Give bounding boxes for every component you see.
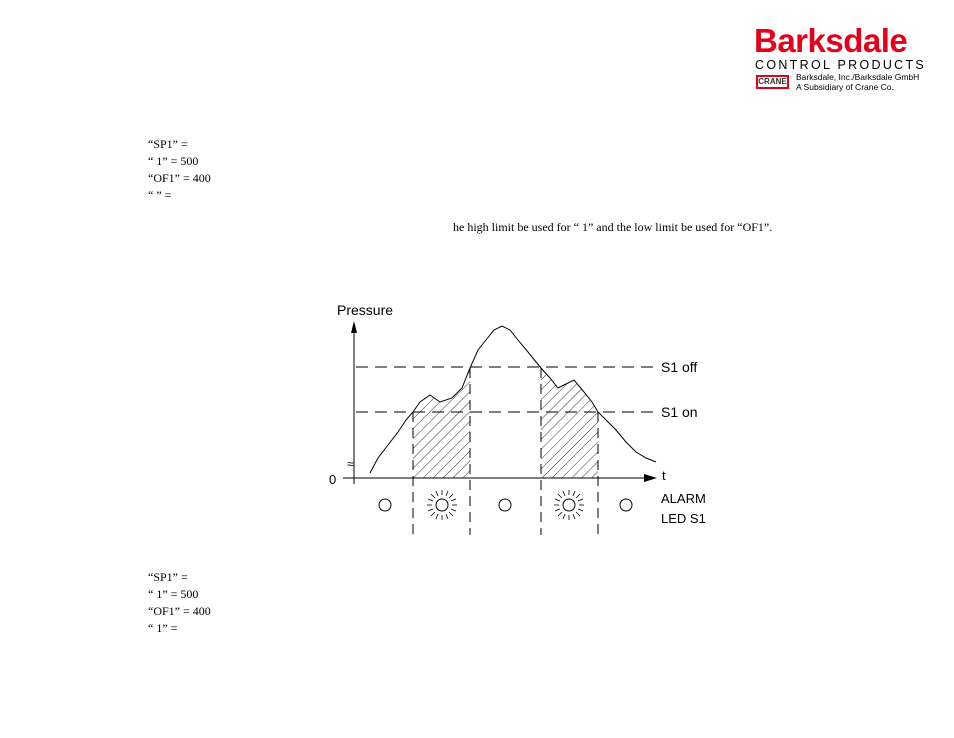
logo-subtitle: CONTROL PRODUCTS — [755, 58, 927, 72]
parameter-line: “OF1” = 400 — [148, 604, 211, 618]
parameter-line: “ 1” = 500 — [148, 587, 199, 601]
y-axis-label: Pressure — [337, 302, 394, 318]
origin-label: 0 — [329, 472, 337, 487]
limit-note: he high limit be used for “ 1” and the low limit be used for “OF1”. — [453, 220, 773, 234]
logo-subsidiary-line: A Subsidiary of Crane Co. — [796, 82, 894, 92]
t-axis-label: t — [662, 468, 666, 483]
led-label: LED S1 — [661, 511, 706, 526]
hatched-region-1 — [413, 368, 470, 478]
alarm-label: ALARM — [661, 491, 706, 506]
led-rays-icon — [427, 490, 457, 520]
parameter-line: “SP1” = — [148, 570, 188, 584]
break-mark: ≈ — [347, 457, 354, 471]
parameter-line: “ ” = — [148, 188, 172, 202]
parameter-line: “ 1” = 500 — [148, 154, 199, 168]
crane-logo: CRANE — [756, 75, 789, 89]
led-on-icon — [563, 499, 575, 511]
logo-company-line: Barksdale, Inc./Barksdale GmbH — [796, 72, 920, 82]
s1-on-label: S1 on — [661, 404, 698, 420]
logo-name: Barksdale — [754, 22, 908, 59]
y-axis-arrow — [351, 321, 357, 333]
led-off-icon — [499, 499, 511, 511]
led-rays-icon — [554, 490, 584, 520]
s1-off-label: S1 off — [661, 359, 698, 375]
parameter-line: “SP1” = — [148, 137, 188, 151]
led-off-icon — [620, 499, 632, 511]
parameter-line: “ 1” = — [148, 621, 178, 635]
x-axis-arrow — [644, 474, 657, 482]
hatched-region-2 — [541, 368, 598, 478]
led-off-icon — [379, 499, 391, 511]
parameter-line: “OF1” = 400 — [148, 171, 211, 185]
led-on-icon — [436, 499, 448, 511]
